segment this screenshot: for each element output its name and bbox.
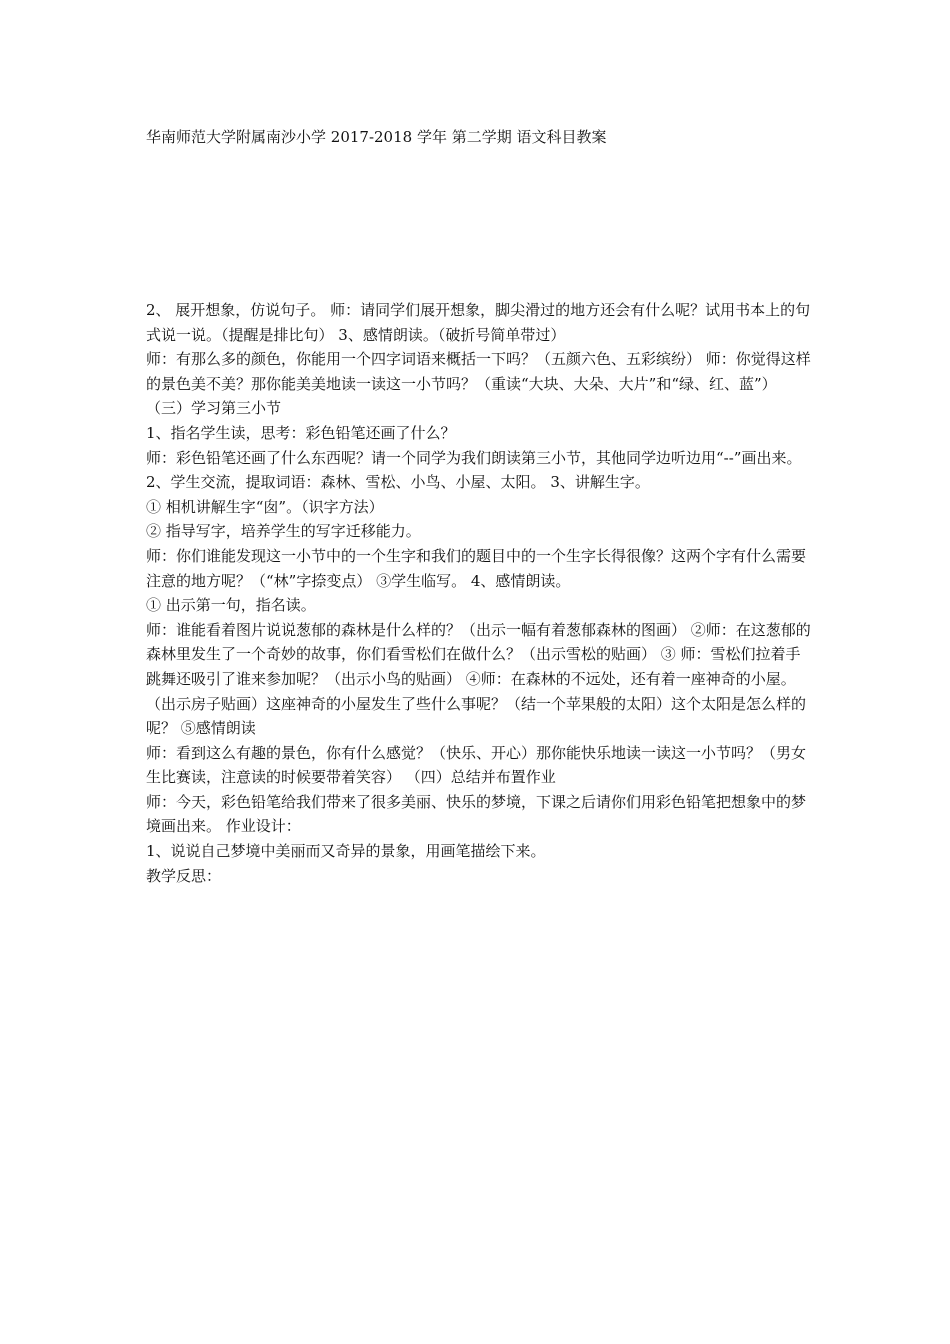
- paragraph-read-and-think: 1、指名学生读，思考：彩色铅笔还画了什么？: [146, 423, 456, 442]
- paragraph-forest-story: 师：谁能看着图片说说葱郁的森林是什么样的？（出示一幅有着葱郁森林的图画） ②师：在这葱郁的森林里发生了一个奇妙的故事，你们看雪松们在做什么？（出示雪松的贴画） ③ 师：雪松们拉着手跳舞还吸引了谁来参加呢？（出示小鸟的贴画） ④师：在森林的不远处，还有着一座神奇的小屋。（出示房子贴画）这座神奇的小屋发生了些什么事呢？（结一个苹果般的太阳）这个太阳是怎么样的呢？ ⑤感情朗读: [146, 620, 811, 738]
- paragraph-first-sentence: ① 出示第一句，指名读。: [146, 596, 316, 615]
- paragraph-teaching-reflection: 教学反思：: [146, 866, 222, 885]
- paragraph-summary-homework: 师：今天，彩色铅笔给我们带来了很多美丽、快乐的梦境，下课之后请你们用彩色铅笔把想象中的梦境画出来。 作业设计：: [146, 792, 807, 836]
- paragraph-similar-character: 师：你们谁能发现这一小节中的一个生字和我们的题目中的一个生字长得很像？这两个字有什么需要注意的地方呢？（“林”字捺变点） ③学生临写。 4、感情朗读。: [146, 546, 807, 590]
- document-header: 华南师范大学附属南沙小学 2017-2018 学年 第二学期 语文科目教案: [146, 128, 607, 146]
- lesson-plan-body: [146, 298, 811, 888]
- paragraph-colors-summary: 师：有那么多的颜色，你能用一个四字词语来概括一下吗？（五颜六色、五彩缤纷） 师：你觉得这样的景色美不美？那你能美美地读一读这一小节吗？（重读“大块、大朵、大片”和“绿、红、蓝”） （三）学习第三小节: [146, 350, 811, 418]
- paragraph-student-exchange: 2、学生交流，提取词语：森林、雪松、小鸟、小屋、太阳。 3、讲解生字。: [146, 473, 650, 492]
- paragraph-feelings-reading: 师：看到这么有趣的景色，你有什么感觉？（快乐、开心）那你能快乐地读一读这一小节吗？（男女生比赛读，注意读的时候要带着笑容） （四）总结并布置作业: [146, 743, 807, 787]
- paragraph-imagine-sentences: 2、 展开想象，仿说句子。 师：请同学们展开想象，脚尖滑过的地方还会有什么呢？试用书本上的句式说一说。（提醒是排比句） 3、感情朗读。（破折号简单带过）: [146, 301, 811, 344]
- paragraph-explain-character: ① 相机讲解生字“囱”。（识字方法）: [146, 497, 384, 516]
- paragraph-homework-item: 1、说说自己梦境中美丽而又奇异的景象，用画笔描绘下来。: [146, 842, 546, 861]
- paragraph-what-else-drawn: 师：彩色铅笔还画了什么东西呢？请一个同学为我们朗读第三小节，其他同学边听边用“--”画出来。: [146, 448, 802, 467]
- paragraph-writing-guidance: ② 指导写字，培养学生的写字迁移能力。: [146, 522, 421, 541]
